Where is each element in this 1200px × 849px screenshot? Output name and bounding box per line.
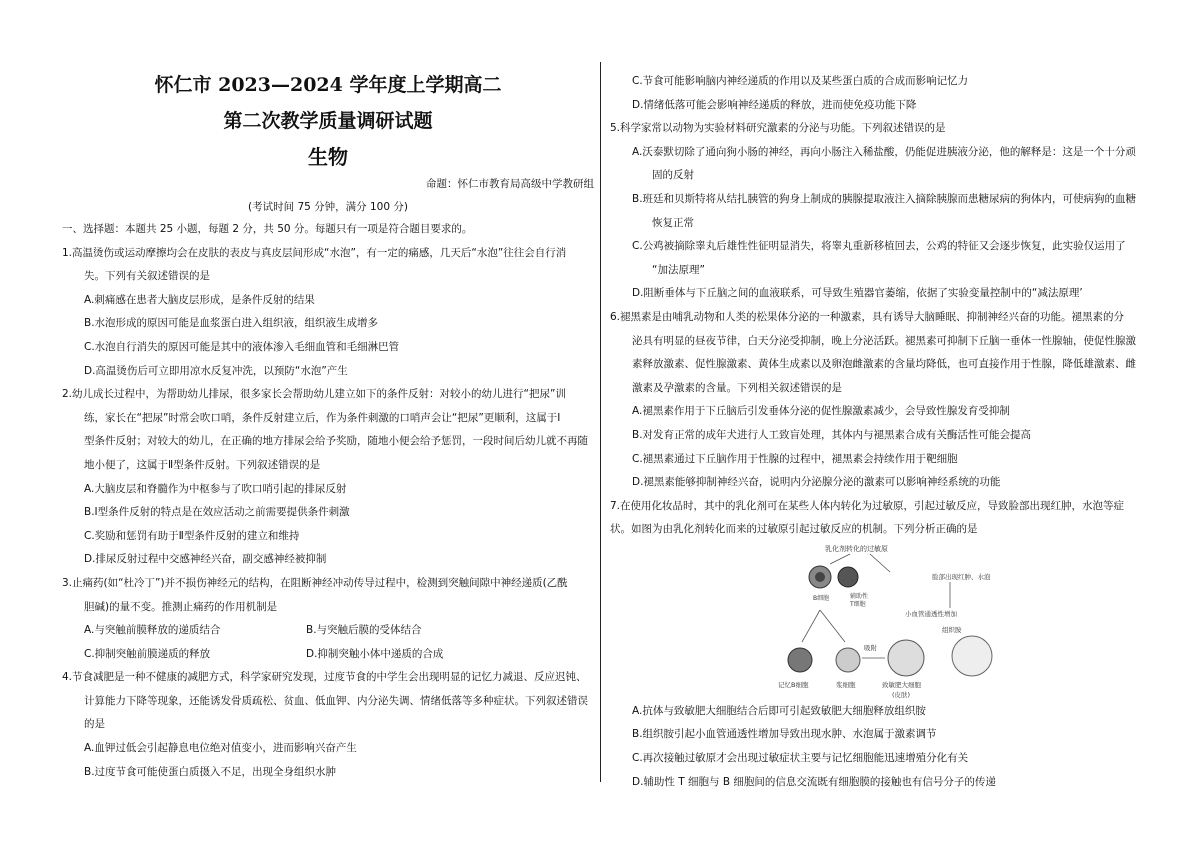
- left-column: [62, 0, 594, 784]
- b-cell-nucleus: [815, 572, 825, 582]
- q6-line2: 泌具有明显的昼夜节律，白天分泌受抑制，晚上分泌活跃。褪黑素可抑制下丘脑一垂体一性腺轴，使促性腺激: [632, 334, 1136, 347]
- fig-arrow-1: [830, 554, 850, 564]
- column-divider: [600, 62, 601, 782]
- question-1: [62, 242, 594, 384]
- q7-option-d: D.辅助性 T 细胞与 B 细胞间的信息交流既有细胞膜的接触也有信号分子的传递: [632, 775, 996, 788]
- q5-option-c-line2: “加法原理”: [652, 263, 705, 276]
- question-3: [62, 572, 594, 666]
- q6-line3: 素释放激素、促性腺激素、黄体生成素以及卵泡雌激素的含量均降低，也可直接作用于性腺，降低雄激素、雌: [632, 358, 1136, 371]
- q1-stem-line2: 失。下列有关叙述错误的是: [84, 270, 210, 283]
- q2-option-b: B.Ⅰ型条件反射的特点是在效应活动之前需要提供条件刺激: [84, 506, 350, 519]
- q3-line1: 3.止痛药(如“杜冷丁”)并不损伤神经元的结构，在阻断神经冲动传导过程中，检测到突触间隙中神经递质(乙酰: [62, 576, 568, 589]
- fig-helper-t-label1: 辅助性: [850, 592, 869, 600]
- q3-options-row1: [62, 619, 594, 643]
- fig-adsorb-label: 吸附: [864, 643, 877, 652]
- fig-histamine-label: 组织胺: [942, 625, 962, 634]
- q1-option-d: D.高温烫伤后可立即用凉水反复冲洗，以预防“水泡”产生: [84, 364, 348, 377]
- q6-option-c: C.褪黑素通过下丘脑作用于性腺的过程中，褪黑素会持续作用于靶细胞: [632, 452, 958, 465]
- q5-option-b-line1: B.班廷和贝斯特将从结扎胰管的狗身上制成的胰腺提取液注入摘除胰腺而患糖尿病的狗体内，可使病狗的血糖: [632, 192, 1137, 205]
- q3-options-row2: [62, 643, 594, 667]
- question-4: [62, 666, 594, 784]
- q2-option-c: C.奖励和惩罚有助于Ⅱ型条件反射的建立和维持: [84, 529, 300, 542]
- question-2: [62, 383, 594, 572]
- q7-option-b: B.组织胺引起小血管通透性增加导致出现水肿、水泡属于激素调节: [632, 728, 937, 741]
- q2-line2: 练，家长在“把尿”时常会吹口哨，条件反射建立后，作为条件刺激的口哨声会让“把尿”更顺利，这属于Ⅰ: [84, 411, 561, 424]
- q4-option-d: D.情绪低落可能会影响神经递质的释放，进而使免疫功能下降: [632, 98, 917, 111]
- exam-time-note: (考试时间 75 分钟，满分 100 分): [248, 201, 408, 213]
- q5-option-d: D.阻断垂体与下丘脑之间的血液联系，可导致生殖器官萎缩，依据了实验变量控制中的“减法原理’: [632, 287, 1083, 300]
- allergy-mechanism-figure: [720, 542, 1030, 700]
- q4-line1: 4.节食减肥是一种不健康的减肥方式，科学家研究发现，过度节食的中学生会出现明显的记忆力减退、反应迟钝、: [62, 671, 587, 684]
- q5-option-a-line1: A.沃泰默切除了通向狗小肠的神经，再向小肠注入稀盐酸，仍能促进胰液分泌，他的解释是：这是一个十分顽: [632, 145, 1136, 158]
- fig-arrow-2: [870, 554, 890, 572]
- allergy-diagram: [720, 542, 1030, 700]
- question-5: [610, 117, 1138, 306]
- fig-mast-label: 致敏肥大细胞: [882, 680, 921, 689]
- q1-option-c: C.水泡自行消失的原因可能是其中的液体渗入毛细血管和毛细淋巴管: [84, 340, 400, 353]
- q5-option-b-line2: 恢复正常: [652, 216, 694, 229]
- fig-arrow-4: [802, 610, 820, 642]
- question-7: [610, 495, 1138, 795]
- q5-option-a-line2: 固的反射: [652, 169, 694, 182]
- fig-top-label: 乳化剂转化的过敏原: [825, 544, 888, 553]
- q2-line3: 型条件反射；对较大的幼儿，在正确的地方排尿会给予奖励，随地小便会给予惩罚，一段时间后幼儿就不再随: [84, 435, 588, 448]
- q4-line2: 计算能力下降等现象，还能诱发骨质疏松、贫血、低血钾、内分泌失调、情绪低落等多种症状。下列叙述错误: [84, 694, 588, 707]
- q7-option-a: A.抗体与致敏肥大细胞结合后即可引起致敏肥大细胞释放组织胺: [632, 704, 926, 717]
- q6-option-d: D.褪黑素能够抑制神经兴奋，说明内分泌腺分泌的激素可以影响神经系统的功能: [632, 476, 1001, 489]
- q4-line3: 的是: [84, 718, 105, 731]
- exam-title-line1: 怀仁市 2023—2024 学年度上学期高二: [154, 74, 502, 96]
- fig-plasma-label: 浆细胞: [836, 680, 856, 689]
- exam-title-line2: 第二次教学质量调研试题: [223, 110, 433, 132]
- q7-line2: 状。如图为由乳化剂转化而来的过敏原引起过敏反应的机制。下列分析正确的是: [610, 523, 978, 536]
- fig-vessel-label: 小血管通透性增加: [905, 609, 957, 618]
- right-column: [610, 70, 1138, 794]
- q2-option-a: A.大脑皮层和脊髓作为中枢参与了吹口哨引起的排尿反射: [84, 482, 347, 495]
- q5-option-c-line1: C.公鸡被摘除睾丸后雄性性征明显消失，将睾丸重新移植回去，公鸡的特征又会逐步恢复，此实验仅运用了: [632, 240, 1126, 253]
- fig-helper-t-label2: T细胞: [850, 600, 866, 608]
- q4-option-a: A.血钾过低会引起静息电位绝对值变小，进而影响兴奋产生: [84, 742, 357, 755]
- q1-option-a: A.刺痛感在患者大脑皮层形成，是条件反射的结果: [84, 293, 315, 306]
- q7-option-c: C.再次接触过敏原才会出现过敏症状主要与记忆细胞能迅速增殖分化有关: [632, 752, 969, 765]
- q5-line1: 5.科学家常以动物为实验材料研究激素的分泌与功能。下列叙述错误的是: [610, 122, 946, 135]
- memory-b-cell-shape: [788, 648, 812, 672]
- question-6: [610, 306, 1138, 495]
- fig-memory-b-label: 记忆B细胞: [778, 680, 809, 689]
- exam-author: 命题：怀仁市教育局高级中学教研组: [426, 178, 594, 190]
- fig-b-cell-label: B细胞: [813, 594, 830, 602]
- q7-line1: 7.在使用化妆品时，其中的乳化剂可在某些人体内转化为过敏原，引起过敏反应，导致脸部出现红肿，水泡等症: [610, 499, 1125, 512]
- q2-line1: 2.幼儿成长过程中，为帮助幼儿排尿，很多家长会帮助幼儿建立如下的条件反射：对较小的幼儿进行“把尿”训: [62, 388, 566, 401]
- fig-skin-label: (皮肤): [892, 690, 911, 699]
- q3-option-d: D.抑制突触小体中递质的合成: [306, 647, 444, 660]
- q6-line4: 激素及孕激素的含量。下列相关叙述错误的是: [632, 381, 842, 394]
- vessel-shape: [952, 636, 992, 676]
- helper-t-cell-shape: [838, 567, 858, 587]
- mast-cell-shape: [888, 640, 924, 676]
- q2-option-d: D.排尿反射过程中交感神经兴奋，副交感神经被抑制: [84, 553, 327, 566]
- q3-line2: 胆碱)的量不变。推测止痛药的作用机制是: [84, 600, 278, 613]
- fig-symptom-label: 脸部出现红肿、水泡: [932, 572, 991, 581]
- q6-option-b: B.对发育正常的成年犬进行人工致盲处理，其体内与褪黑素合成有关酶活性可能会提高: [632, 428, 1032, 441]
- q1-stem-line1: 1.高温烫伤或运动摩擦均会在皮肤的表皮与真皮层间形成“水泡”，有一定的痛感，几天后“水泡”往往会自行消: [62, 246, 567, 259]
- q3-option-c: C.抑制突触前膜递质的释放: [84, 647, 211, 660]
- fig-arrow-5: [820, 610, 845, 642]
- q4-option-c: C.节食可能影响脑内神经递质的作用以及某些蛋白质的合成而影响记忆力: [632, 75, 969, 87]
- exam-subject: 生物: [308, 145, 348, 169]
- q4-option-b: B.过度节食可能使蛋白质摄入不足，出现全身组织水肿: [84, 765, 337, 778]
- q3-option-b: B.与突触后膜的受体结合: [306, 624, 422, 637]
- q6-line1: 6.褪黑素是由哺乳动物和人类的松果体分泌的一种激素，具有诱导大脑睡眠、抑制神经兴奋的功能。褪黑素的分: [610, 310, 1125, 323]
- q2-line4: 地小便了，这属于Ⅱ型条件反射。下列叙述错误的是: [84, 458, 321, 471]
- q6-option-a: A.褪黑素作用于下丘脑后引发垂体分泌的促性腺激素减少，会导致性腺发育受抑制: [632, 405, 1010, 418]
- plasma-cell-shape: [836, 648, 860, 672]
- section-intro: 一、选择题：本题共 25 小题，每题 2 分，共 50 分。每题只有一项是符合题目要求的。: [62, 223, 473, 235]
- q3-option-a: A.与突触前膜释放的递质结合: [84, 624, 221, 637]
- q1-option-b: B.水泡形成的原因可能是血浆蛋白进入组织液，组织液生成增多: [84, 317, 379, 330]
